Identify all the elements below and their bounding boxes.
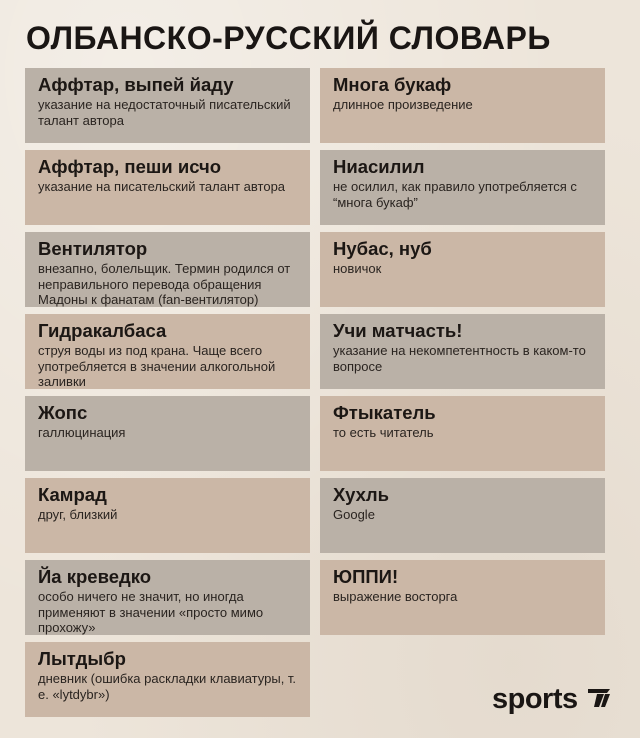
dictionary-entry xyxy=(25,642,310,717)
entry-definition: указание на некомпетентность в каком-то вопросе xyxy=(333,343,586,374)
dictionary-entry xyxy=(320,68,605,143)
entry-term: Учи матчасть! xyxy=(333,320,463,341)
entry-term: Аффтар, пеши исчо xyxy=(38,156,222,177)
logo-text: sports xyxy=(492,683,578,715)
entry-definition: новичок xyxy=(333,261,382,276)
entry-term: Камрад xyxy=(38,484,107,505)
entry-definition: не осилил, как правило употребляется с “многа букаф” xyxy=(333,179,577,210)
entry-term: Жопс xyxy=(38,402,88,423)
entry-definition: выражение восторга xyxy=(333,589,458,604)
dictionary-entry xyxy=(25,560,310,635)
entry-term: Ниасилил xyxy=(333,156,425,177)
entry-term: Йа креведко xyxy=(38,566,152,587)
entry-term: Хухль xyxy=(333,484,390,505)
entry-definition: указание на недостаточный писательский талант автора xyxy=(38,97,291,128)
entry-term: Лытдыбр xyxy=(38,648,126,669)
dictionary-entry xyxy=(320,232,605,307)
entry-definition: длинное произведение xyxy=(333,97,473,112)
dictionary-entry xyxy=(320,314,605,389)
entry-definition: особо ничего не значит, но иногда применяют в значении «просто мимо прохожу» xyxy=(38,589,264,635)
entry-definition: галлюцинация xyxy=(38,425,126,440)
dictionary-entry xyxy=(25,232,310,307)
entry-term: Вентилятор xyxy=(38,238,148,259)
dictionary-entry xyxy=(320,396,605,471)
entry-term: ЮППИ! xyxy=(333,566,399,587)
entry-definition: внезапно, болельщик. Термин родился от неправильного перевода обращения Мадоны к фанатам (fan-вентилятор) xyxy=(38,261,291,307)
entry-term: Многа букаф xyxy=(333,74,452,95)
logo-mark-icon xyxy=(588,689,610,707)
entry-definition: дневник (ошибка раскладки клавиатуры, т. е. «lytdybr») xyxy=(38,671,297,702)
entry-term: Фтыкатель xyxy=(333,402,436,423)
entry-term: Нубас, нуб xyxy=(333,238,432,259)
page-title: ОЛБАНСКО-РУССКИЙ СЛОВАРЬ xyxy=(26,20,551,56)
entry-definition: друг, близкий xyxy=(38,507,118,522)
dictionary-entry xyxy=(25,68,310,143)
entry-term: Аффтар, выпей йаду xyxy=(38,74,234,95)
entry-definition: Google xyxy=(333,507,375,522)
entry-definition: указание на писательский талант автора xyxy=(38,179,286,194)
entry-definition: струя воды из под крана. Чаще всего употребляется в значении алкогольной заливки xyxy=(38,343,276,389)
dictionary-entry xyxy=(320,150,605,225)
sports-logo xyxy=(492,682,618,716)
dictionary-entry xyxy=(320,560,605,635)
dictionary-entry xyxy=(25,396,310,471)
dictionary-entry xyxy=(320,478,605,553)
entry-term: Гидракалбаса xyxy=(38,320,167,341)
dictionary-entry xyxy=(25,478,310,553)
entry-definition: то есть читатель xyxy=(333,425,434,440)
dictionary-entry xyxy=(25,150,310,225)
dictionary-entry xyxy=(25,314,310,389)
